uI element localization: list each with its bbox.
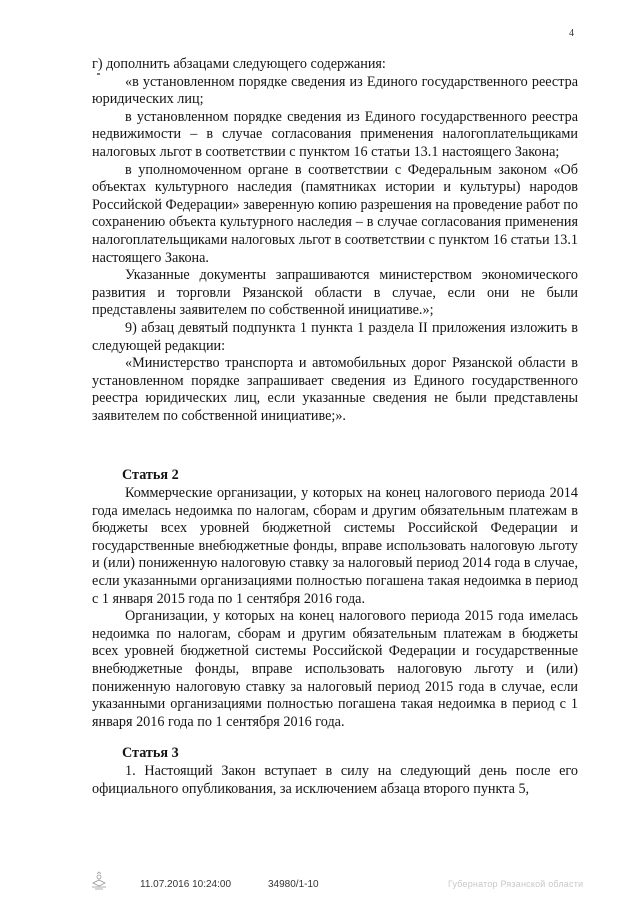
paragraph: в уполномоченном органе в соответствии с Федеральным законом «Об объектах культурного наследия (памятниках истории и культуры) народов Российской Федерации» заверенную копию разрешения на проведение работ по сохранению объекта культурного наследия – в случае согласования применения налогоплательщиками налоговых льгот в соответствии с пунктом 16 статьи 13.1 настоящего Закона. [92,161,578,266]
paragraph: Коммерческие организации, у которых на конец налогового периода 2014 года имелась недоимка по налогам, сборам и другим обязательным платежам в бюджеты всех уровней бюджетной системы Российской Федерации и государственные внебюджетные фонды, вправе использовать налоговую льготу и (или) пониженную налоговую ставку за налоговый период 2014 года в случае, если указанными организациями полностью погашена такая недоимка в период с 1 января 2015 года по 1 сентября 2016 года. [92,485,578,607]
footer [0,877,640,897]
article-heading: Статья 3 [122,745,179,762]
paragraph: «в установленном порядке сведения из Единого государственного реестра юридических лиц; [92,73,578,108]
paragraph: «Министерство транспорта и автомобильных дорог Рязанской области в установленном порядке запрашивает сведения из Единого государственного реестра юридических лиц, если указанные сведения не были представлены заявителем по собственной инициативе;». [92,355,578,424]
paragraph: Организации, у которых на конец налогового периода 2015 года имелась недоимка по налогам, сборам и другим обязательным платежам в бюджеты всех уровней бюджетной системы Российской Федерации и государственные внебюджетные фонды, вправе использовать налоговую льготу и (или) пониженную налоговую ставку за налоговый период 2015 года в случае, если указанными организациями полностью погашена такая недоимка в период с 1 января 2016 года по 1 сентября 2016 года. [92,608,578,730]
document-body [92,56,578,798]
page-number: 4 [569,28,574,39]
footer-datetime: 11.07.2016 10:24:00 [140,879,232,890]
registry-stamp-icon [88,871,110,891]
paragraph: Указанные документы запрашиваются министерством экономического развития и торговли Рязанской области в случае, если они не были представлены заявителем по собственной инициативе.»; [92,267,578,319]
footer-watermark: Губернатор Рязанской области [448,879,584,889]
paragraph: 9) абзац девятый подпункта 1 пункта 1 раздела II приложения изложить в следующей редакции: [92,319,578,354]
article-heading: Статья 2 [122,467,179,484]
paragraph: г) дополнить абзацами следующего содержания: [92,56,386,72]
footer-doc-number: 34980/1-10 [268,879,319,890]
paragraph: в установленном порядке сведения из Единого государственного реестра недвижимости – в случае согласования применения налогоплательщиками налоговых льгот в соответствии с пунктом 16 статьи 13.1 настоящего Закона; [92,108,578,160]
paragraph: 1. Настоящий Закон вступает в силу на следующий день после его официального опубликования, за исключением абзаца второго пункта 5, [92,762,578,797]
